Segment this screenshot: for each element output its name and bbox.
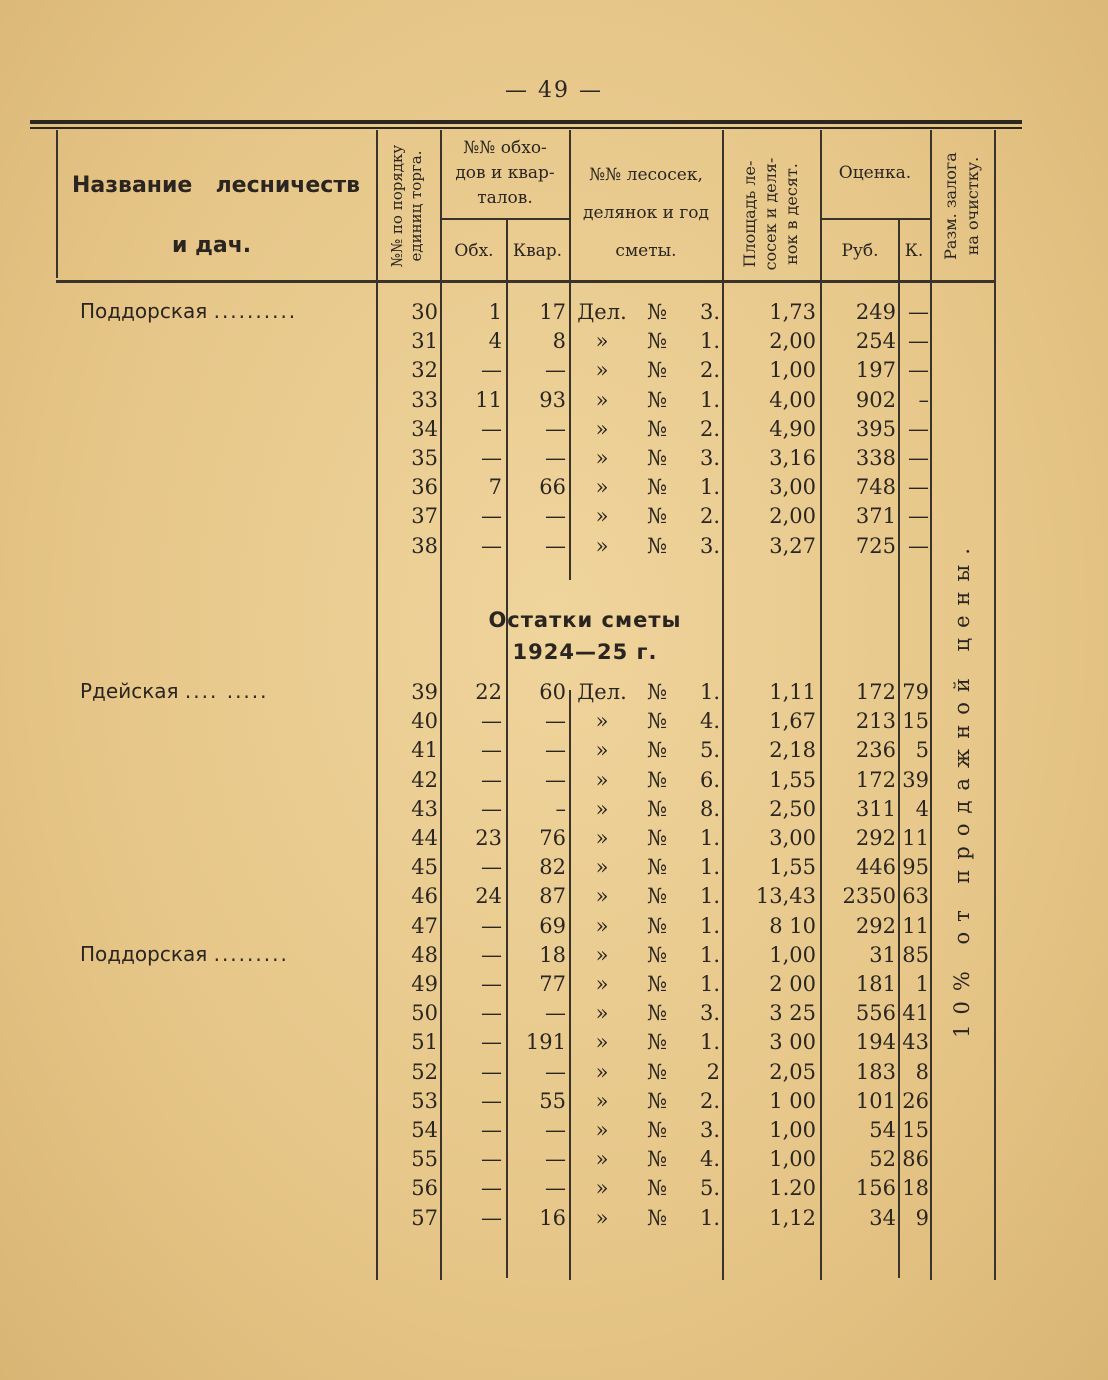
cell-obh: —: [481, 796, 502, 821]
cell-kop: —: [908, 475, 929, 500]
cell-n: 42: [411, 767, 438, 792]
cell-n: 53: [411, 1088, 438, 1113]
cell-obh: 7: [488, 475, 502, 500]
cell-prefix: »: [595, 738, 609, 763]
cell-obh: —: [481, 942, 502, 967]
cell-kvar: 82: [539, 855, 566, 880]
cell-sign: №: [647, 329, 667, 354]
cell-rub: 197: [855, 358, 896, 383]
cell-sign: №: [647, 855, 667, 880]
cell-area: 1,11: [769, 680, 816, 704]
cell-n: 34: [411, 416, 438, 441]
forest-name-text: Поддорская: [80, 941, 208, 966]
header-area: Площадь ле- сосек и деля- нок в десят.: [740, 157, 801, 271]
cell-kvar: —: [545, 358, 566, 383]
cell-area: 1.20: [769, 1176, 816, 1201]
cell-sign: №: [647, 972, 667, 996]
cell-sign: №: [647, 913, 667, 938]
col-line: [994, 130, 996, 1280]
cell-num: 1.: [699, 329, 720, 354]
cell-sign: №: [647, 446, 667, 470]
cell-sign: №: [647, 533, 667, 558]
cell-area: 1,00: [769, 358, 816, 383]
header-forest-name: Название лесничеств и дач.: [72, 173, 360, 258]
col-line: [376, 130, 378, 1280]
cell-num: 1.: [699, 1030, 720, 1055]
cell-num: 5.: [699, 1176, 720, 1201]
cell-n: 48: [411, 942, 438, 967]
cell-n: 50: [411, 1001, 438, 1026]
cell-kop: 15: [902, 709, 929, 734]
cell-area: 2,00: [769, 329, 816, 354]
cell-kop: 11: [902, 913, 929, 938]
cell-rub: 446: [855, 855, 896, 880]
cell-rub: 395: [855, 416, 896, 441]
cell-num: 1.: [699, 884, 720, 909]
cell-num: 2: [706, 1059, 720, 1084]
cell-num: 1.: [699, 680, 720, 704]
cell-num: 2.: [699, 416, 720, 441]
cell-kvar: —: [545, 504, 566, 529]
cell-prefix: Дел.: [577, 300, 627, 324]
cell-rub: 254: [855, 329, 896, 354]
cell-area: 13,43: [755, 884, 816, 909]
cell-kop: —: [908, 446, 929, 470]
cell-sign: №: [647, 826, 667, 850]
cell-kvar: —: [545, 1176, 566, 1201]
cell-kop: —: [908, 533, 929, 558]
cell-sign: №: [647, 738, 667, 763]
cell-obh: —: [481, 855, 502, 880]
cell-kvar: 16: [539, 1205, 566, 1230]
cell-num: 2.: [699, 1088, 720, 1113]
cell-sign: №: [647, 416, 667, 441]
cell-prefix: »: [595, 1147, 609, 1172]
cell-kop: –: [918, 387, 929, 412]
cell-rub: 292: [855, 826, 896, 850]
cell-kop: 79: [902, 680, 929, 704]
cell-obh: —: [481, 738, 502, 763]
cell-area: 2,50: [769, 796, 816, 821]
cell-kvar: —: [545, 1147, 566, 1172]
cell-num: 1.: [699, 1205, 720, 1230]
cell-area: 8 10: [769, 913, 816, 938]
page-number: — 49 —: [505, 78, 603, 103]
cell-num: 3.: [699, 1001, 720, 1026]
section-title: Остатки сметы 1924—25 г.: [488, 608, 682, 664]
cell-prefix: »: [595, 826, 609, 850]
cell-prefix: »: [595, 1205, 609, 1230]
cell-obh: —: [481, 1088, 502, 1113]
cell-n: 44: [411, 826, 438, 850]
cell-prefix: »: [595, 1176, 609, 1201]
forest-name-text: Рдейская: [80, 679, 179, 703]
cell-prefix: »: [595, 416, 609, 441]
cell-area: 1,00: [769, 942, 816, 967]
forest-name: [80, 942, 372, 966]
cell-n: 33: [411, 387, 438, 412]
cell-rub: 194: [855, 1030, 896, 1055]
cell-num: 3.: [699, 1118, 720, 1142]
cell-rub: 249: [855, 300, 896, 324]
cell-kvar: —: [545, 709, 566, 734]
leader-dots: ..........: [213, 299, 298, 323]
cell-n: 39: [411, 680, 438, 704]
sub-header-line: [820, 218, 930, 220]
header-round-sub: Обх.: [454, 241, 494, 261]
cell-sign: №: [647, 475, 667, 500]
cell-prefix: »: [595, 1001, 609, 1026]
cell-sign: №: [647, 387, 667, 412]
cell-sign: №: [647, 1147, 667, 1172]
cell-kop: 9: [915, 1205, 929, 1230]
cell-rub: 34: [869, 1205, 896, 1230]
cell-area: 4,00: [769, 387, 816, 412]
cell-prefix: »: [595, 1030, 609, 1055]
cell-sign: №: [647, 1001, 667, 1026]
cell-sign: №: [647, 767, 667, 792]
cell-kvar: —: [545, 1001, 566, 1026]
cell-kvar: 191: [525, 1030, 566, 1055]
cell-obh: —: [481, 416, 502, 441]
cell-obh: —: [481, 1059, 502, 1084]
cell-sign: №: [647, 709, 667, 734]
cell-rub: 725: [855, 533, 896, 558]
cell-prefix: »: [595, 475, 609, 500]
cell-prefix: »: [595, 446, 609, 470]
cell-sign: №: [647, 1030, 667, 1055]
cell-rub: 748: [855, 475, 896, 500]
cell-area: 1,73: [769, 300, 816, 324]
cell-n: 46: [411, 884, 438, 909]
cell-num: 2.: [699, 504, 720, 529]
cell-sign: №: [647, 884, 667, 909]
cell-n: 43: [411, 796, 438, 821]
cell-prefix: »: [595, 504, 609, 529]
cell-rub: 101: [855, 1088, 896, 1113]
cell-rub: 54: [869, 1118, 896, 1142]
cell-num: 1.: [699, 826, 720, 850]
cell-n: 32: [411, 358, 438, 383]
cell-num: 4.: [699, 709, 720, 734]
cell-kop: 95: [902, 855, 929, 880]
cell-kop: —: [908, 358, 929, 383]
cell-n: 35: [411, 446, 438, 470]
cell-prefix: Дел.: [577, 680, 627, 704]
cell-rub: 52: [869, 1147, 896, 1172]
cell-prefix: »: [595, 884, 609, 909]
cell-n: 30: [411, 300, 438, 324]
cell-n: 55: [411, 1147, 438, 1172]
cell-prefix: »: [595, 358, 609, 383]
cell-rub: 156: [855, 1176, 896, 1201]
cell-area: 3 25: [769, 1001, 816, 1026]
cell-area: 2,00: [769, 504, 816, 529]
cell-rub: 902: [855, 387, 896, 412]
cell-obh: —: [481, 972, 502, 996]
cell-n: 56: [411, 1176, 438, 1201]
cell-rub: 311: [855, 796, 896, 821]
cell-area: 1,00: [769, 1118, 816, 1142]
cell-prefix: »: [595, 533, 609, 558]
cell-prefix: »: [595, 855, 609, 880]
cell-n: 40: [411, 709, 438, 734]
cell-n: 31: [411, 329, 438, 354]
cell-rub: 2350: [842, 884, 896, 909]
cell-rub: 556: [855, 1001, 896, 1026]
cell-prefix: »: [595, 767, 609, 792]
cell-n: 47: [411, 913, 438, 938]
cell-num: 1.: [699, 972, 720, 996]
cell-num: 8.: [699, 796, 720, 821]
cell-kop: 18: [902, 1176, 929, 1201]
forest-name: [80, 679, 372, 703]
cell-kvar: —: [545, 416, 566, 441]
cell-obh: —: [481, 446, 502, 470]
col-line: [930, 130, 932, 1280]
cell-area: 1 00: [769, 1088, 816, 1113]
cell-kvar: 18: [539, 942, 566, 967]
cell-prefix: »: [595, 329, 609, 354]
cell-area: 3,16: [769, 446, 816, 470]
cell-kvar: 93: [539, 387, 566, 412]
cell-rub: 236: [855, 738, 896, 763]
cell-kvar: 69: [539, 913, 566, 938]
cell-obh: —: [481, 533, 502, 558]
leader-dots: .... .....: [184, 679, 269, 703]
cell-obh: —: [481, 1205, 502, 1230]
cell-num: 3.: [699, 533, 720, 558]
top-rule-thin: [30, 127, 1022, 129]
cell-area: 1,55: [769, 855, 816, 880]
cell-area: 3 00: [769, 1030, 816, 1055]
cell-prefix: »: [595, 796, 609, 821]
cell-area: 3,00: [769, 826, 816, 850]
cell-sign: №: [647, 680, 667, 704]
leader-dots: .........: [213, 941, 289, 966]
cell-rub: 31: [869, 942, 896, 967]
cell-kvar: 55: [539, 1088, 566, 1113]
cell-area: 1,55: [769, 767, 816, 792]
cell-kop: 63: [902, 884, 929, 909]
cell-n: 37: [411, 504, 438, 529]
cell-kop: 85: [902, 942, 929, 967]
cell-area: 3,00: [769, 475, 816, 500]
cell-kvar: —: [545, 446, 566, 470]
header-order-number: №№ по порядку единиц торга.: [388, 144, 425, 268]
cell-n: 51: [411, 1030, 438, 1055]
cell-obh: 4: [488, 329, 502, 354]
forest-name-text: Поддорская: [80, 299, 208, 323]
cell-kop: 15: [902, 1118, 929, 1142]
cell-obh: 11: [475, 387, 502, 412]
cell-obh: 1: [488, 300, 502, 324]
cell-obh: —: [481, 1030, 502, 1055]
cell-kvar: 8: [552, 329, 566, 354]
cell-kvar: 77: [539, 972, 566, 996]
cell-kop: 39: [902, 767, 929, 792]
cell-kvar: —: [545, 533, 566, 558]
sub-header-line: [440, 218, 569, 220]
cell-kvar: 17: [539, 300, 566, 324]
cell-rub: 172: [855, 767, 896, 792]
cell-kvar: –: [555, 796, 566, 821]
cell-obh: —: [481, 1176, 502, 1201]
cell-area: 2 00: [769, 972, 816, 996]
cell-n: 52: [411, 1059, 438, 1084]
cell-obh: —: [481, 1001, 502, 1026]
header-quarter-sub: Квар.: [512, 241, 563, 261]
cell-kvar: —: [545, 767, 566, 792]
cell-rub: 181: [855, 972, 896, 996]
cell-obh: 22: [475, 680, 502, 704]
cell-sign: №: [647, 1118, 667, 1142]
cell-obh: —: [481, 1118, 502, 1142]
cell-area: 4,90: [769, 416, 816, 441]
cell-kvar: —: [545, 1059, 566, 1084]
cell-num: 1.: [699, 387, 720, 412]
cell-prefix: »: [595, 387, 609, 412]
cell-kop: 26: [902, 1088, 929, 1113]
header-plots: №№ лесосек, делянок и год сметы.: [583, 165, 709, 261]
cell-kvar: 60: [539, 680, 566, 704]
header-rounds-quarters: №№ обхо- дов и квар- талов.: [455, 138, 555, 208]
cell-obh: —: [481, 767, 502, 792]
cell-n: 54: [411, 1118, 438, 1142]
cell-obh: 23: [475, 826, 502, 850]
cell-kop: —: [908, 416, 929, 441]
cell-sign: №: [647, 1205, 667, 1230]
cell-kop: 1: [915, 972, 929, 996]
header-valuation: Оценка.: [838, 163, 912, 183]
cell-num: 2.: [699, 358, 720, 383]
cell-obh: 24: [475, 884, 502, 909]
cell-num: 4.: [699, 1147, 720, 1172]
cell-area: 1,00: [769, 1147, 816, 1172]
cell-kvar: 66: [539, 475, 566, 500]
cell-prefix: »: [595, 913, 609, 938]
top-rule-thick: [30, 120, 1022, 124]
cell-obh: —: [481, 709, 502, 734]
cell-kop: 41: [902, 1001, 929, 1026]
cell-prefix: »: [595, 972, 609, 996]
cell-rub: 213: [855, 709, 896, 734]
cell-rub: 292: [855, 913, 896, 938]
cell-n: 49: [411, 972, 438, 996]
cell-area: 1,67: [769, 709, 816, 734]
cell-kop: 43: [902, 1030, 929, 1055]
cell-area: 1,12: [769, 1205, 816, 1230]
cell-kop: 11: [902, 826, 929, 850]
cell-sign: №: [647, 300, 667, 324]
cell-kvar: —: [545, 738, 566, 763]
header-rub-sub: Руб.: [841, 241, 879, 261]
cell-n: 36: [411, 475, 438, 500]
cell-rub: 172: [855, 680, 896, 704]
cell-kop: —: [908, 300, 929, 324]
cell-prefix: »: [595, 1059, 609, 1084]
cell-num: 1.: [699, 855, 720, 880]
cell-n: 41: [411, 738, 438, 763]
cell-num: 1.: [699, 475, 720, 500]
cell-sign: №: [647, 796, 667, 821]
cell-num: 3.: [699, 300, 720, 324]
cell-num: 5.: [699, 738, 720, 763]
header-bottom-line: [56, 280, 994, 283]
cell-n: 57: [411, 1205, 438, 1230]
cell-kop: 86: [902, 1147, 929, 1172]
cell-obh: —: [481, 358, 502, 383]
cell-kvar: 76: [539, 826, 566, 850]
cell-num: 3.: [699, 446, 720, 470]
cell-prefix: »: [595, 1088, 609, 1113]
cell-area: 2,05: [769, 1059, 816, 1084]
cell-num: 1.: [699, 942, 720, 967]
cell-kop: —: [908, 504, 929, 529]
cell-prefix: »: [595, 709, 609, 734]
cell-sign: №: [647, 1059, 667, 1084]
cell-obh: —: [481, 504, 502, 529]
cell-obh: —: [481, 913, 502, 938]
cell-kop: 4: [915, 796, 929, 821]
cell-rub: 183: [855, 1059, 896, 1084]
cell-kvar: 87: [539, 884, 566, 909]
cell-obh: —: [481, 1147, 502, 1172]
cell-kvar: —: [545, 1118, 566, 1142]
forest-name: [80, 299, 372, 323]
cell-sign: №: [647, 1088, 667, 1113]
cell-kop: 8: [915, 1059, 929, 1084]
cell-rub: 371: [855, 504, 896, 529]
cell-n: 38: [411, 533, 438, 558]
cell-prefix: »: [595, 1118, 609, 1142]
cell-kop: 5: [915, 738, 929, 763]
col-line: [569, 690, 571, 1280]
cell-sign: №: [647, 1176, 667, 1201]
cell-num: 1.: [699, 913, 720, 938]
cell-rub: 338: [855, 446, 896, 470]
cell-sign: №: [647, 942, 667, 967]
cell-num: 6.: [699, 767, 720, 792]
cell-area: 3,27: [769, 533, 816, 558]
cell-kop: —: [908, 329, 929, 354]
cell-n: 45: [411, 855, 438, 880]
header-deposit: Разм. залога на очистку.: [941, 152, 982, 260]
cell-sign: №: [647, 504, 667, 529]
cell-sign: №: [647, 358, 667, 383]
cell-area: 2,18: [769, 738, 816, 763]
header-kop-sub: К.: [904, 241, 924, 261]
cell-prefix: »: [595, 942, 609, 967]
